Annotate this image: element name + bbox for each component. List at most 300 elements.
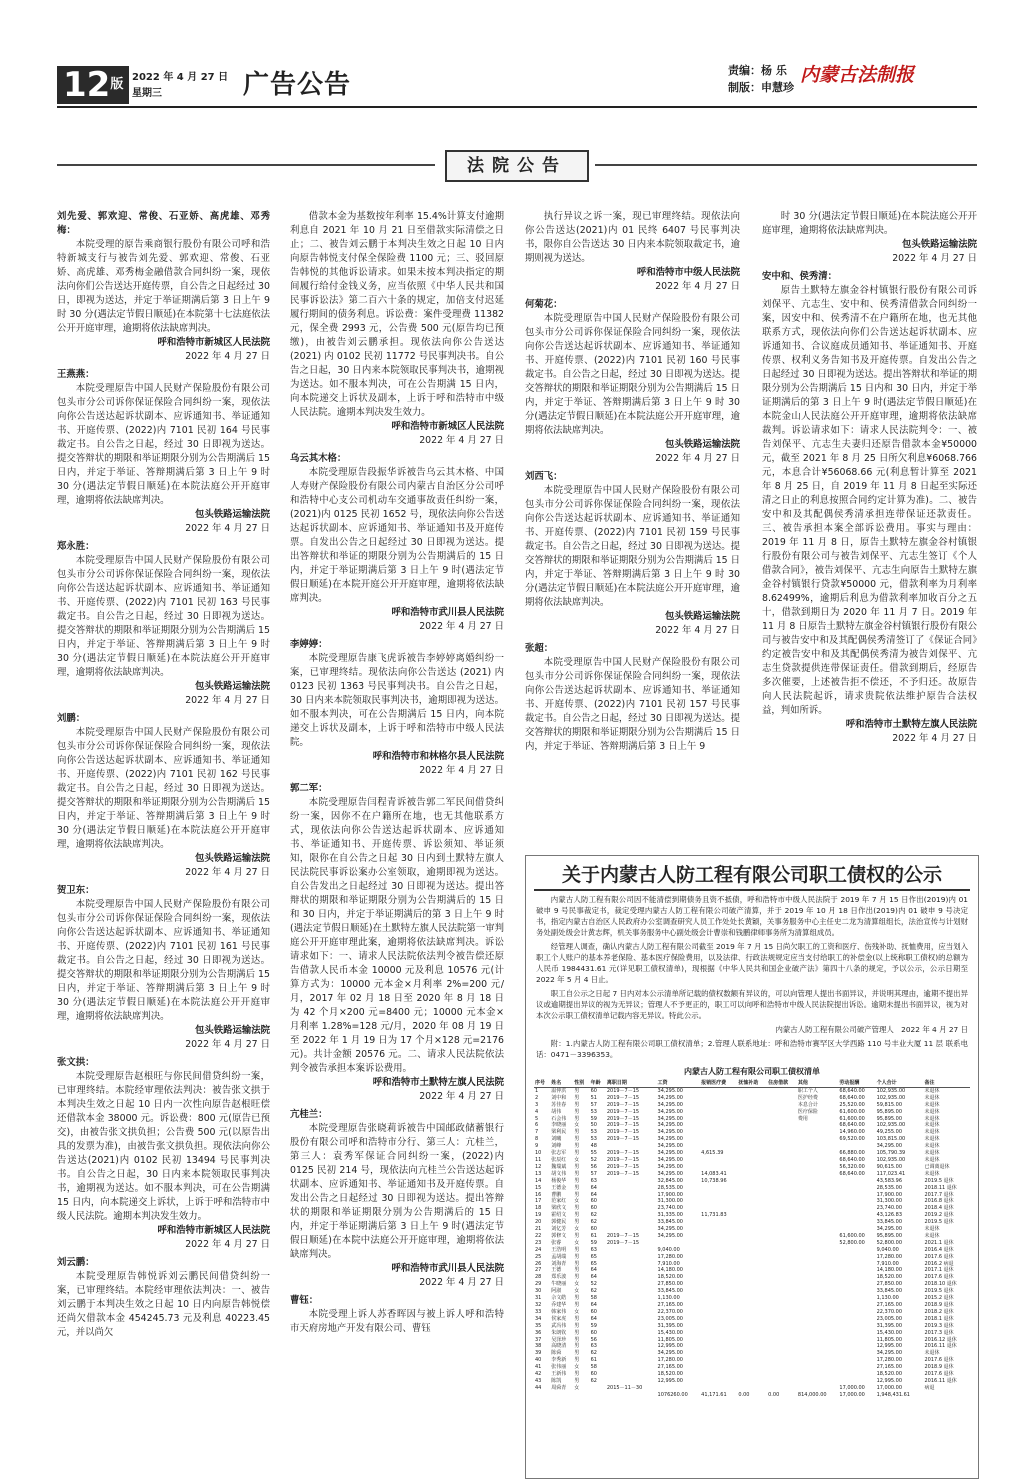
table-cell: 牛晓丽	[551, 1281, 567, 1288]
table-cell	[767, 1178, 797, 1185]
table-cell: 95,895.00	[876, 1232, 903, 1239]
table-cell	[838, 1337, 875, 1344]
notice-body: 时 30 分(遇法定节假日顺延)在本院法庭公开开庭审理，逾期将依法缺席判决。	[762, 211, 977, 236]
notice-body: 本院受理原告康飞虎诉被告李婷婷离婚纠纷一案，已审理终结。现依法向你公告送达 (2021) 内 0123 民初 1363 号民事判决书。自公告之日起，30 日内来本院领取民事判决书，逾期即视为送达。如不服本判决，可在公告期满后 15 日内，向本院递交上诉状及副本，上诉于呼和浩特市中级人民法院。	[290, 653, 504, 748]
table-cell: 男	[574, 1350, 580, 1357]
table-cell: 男	[574, 1094, 580, 1101]
table-cell: 68,640.00	[839, 1170, 865, 1177]
table-cell: 117,023.41	[876, 1170, 906, 1177]
table-cell: 2017.6 退休	[924, 1371, 954, 1378]
table-cell: 15,430.00	[876, 1329, 903, 1336]
table-row	[534, 1102, 970, 1109]
notice-body: 本院受理原告张晓莉诉被告中国邮政储蓄银行股份有限公司呼和浩特市分行、第三人：亢桂兰，第三人：袁秀军保证合同纠纷一案，(2022)内 0125 民初 214 号，现依法向亢桂兰公告送达起诉状副本、应诉通知书、举证通知书及开庭传票。自发出公告之日起经过 30 日即视为送达。提出答辩状的期限和举证期限分别为公告期满后的 15 日内，并定于举证期满后第 3 日上午 9 时(遇法定节假日顺延)在本院中法庭公开开庭审理，逾期将依法缺席判决。	[290, 1123, 504, 1260]
table-cell: 58	[590, 1295, 597, 1302]
table-cell: 62	[590, 1288, 597, 1295]
table-cell: 56	[590, 1336, 597, 1343]
table-cell	[767, 1171, 797, 1178]
table-cell	[838, 1205, 875, 1212]
table-cell: 2019.3 退休	[924, 1322, 954, 1329]
table-cell: 59,815.00	[876, 1101, 903, 1108]
table-cell: 8	[535, 1136, 539, 1143]
notice-addressee: 刘西飞：	[525, 471, 563, 482]
table-row	[534, 1254, 970, 1261]
notice-date: 2022 年 4 月 27 日	[185, 1239, 270, 1250]
table-cell: 23,005.00	[657, 1315, 683, 1322]
table-cell: 41	[535, 1364, 542, 1371]
table-cell: 2017.6 退休	[924, 1357, 954, 1364]
table-cell: 63	[590, 1343, 597, 1350]
table-cell: 27,165.00	[876, 1302, 903, 1308]
table-cell: 霍绍文	[551, 1212, 567, 1219]
table-cell: 68,640.00	[839, 1156, 865, 1163]
table-cell: 2019－7－15	[606, 1122, 640, 1129]
public-notice-para: 经管理人调查，确认内蒙古人防工程有限公司截至 2019 年 7 月 15 日尚欠职工的工资和医疗、伤残补助、抚恤费用，应当划入职工个人账户的基本养老保险、基本医疗保险费用，以及法律、行政法规规定应当支付给职工的补偿金(以上统称职工债权)的总额为人民币 1984431.61 元(详见职工债权清单)，现根据《中华人民共和国企业破产法》第四十八条的规定，予以公示，公示日期至 2022 年 5 月 4 日止。	[536, 942, 968, 984]
table-cell: 10,738.96	[701, 1177, 727, 1184]
table-cell: 2019－7－15	[606, 1170, 640, 1177]
table-cell: 12,995.00	[657, 1343, 683, 1350]
table-cell: 武冯伟	[551, 1322, 567, 1329]
table-cell	[767, 1198, 797, 1205]
table-cell: 26	[535, 1260, 542, 1267]
table-row	[534, 1267, 970, 1274]
table-cell	[737, 1240, 767, 1247]
table-cell: 魏瑞斌	[551, 1163, 567, 1170]
table-cell: 张伟丽	[551, 1364, 567, 1371]
court-notice	[57, 712, 270, 880]
table-cell	[737, 1371, 767, 1378]
table-row	[534, 1122, 970, 1129]
notice-addressee: 贺卫东：	[57, 885, 95, 896]
notice-court: 呼和浩特市土默特左旗人民法院	[372, 1077, 504, 1088]
table-cell	[737, 1302, 767, 1309]
notice-addressee: 亢桂兰：	[290, 1109, 328, 1120]
table-row	[534, 1371, 970, 1378]
table-cell: 53	[590, 1136, 597, 1143]
table-cell: 55	[590, 1150, 597, 1157]
table-row	[534, 1323, 970, 1330]
table-cell	[797, 1198, 838, 1205]
table-cell: 27	[535, 1267, 542, 1274]
table-cell	[606, 1267, 657, 1274]
table-cell	[606, 1247, 657, 1254]
table-cell: 高晓清	[551, 1343, 567, 1350]
table-cell	[700, 1198, 737, 1205]
table-cell: 男	[574, 1329, 580, 1336]
table-cell	[606, 1357, 657, 1364]
table-cell: 刘峰	[551, 1143, 562, 1150]
table-row	[534, 1385, 970, 1392]
table-cell: 2016.11 退休	[924, 1343, 957, 1350]
table-cell: 61	[590, 1232, 597, 1239]
table-cell	[606, 1205, 657, 1212]
table-cell	[737, 1164, 767, 1171]
table-row	[534, 1157, 970, 1164]
table-cell	[700, 1095, 737, 1102]
notice-court: 呼和浩特市中级人民法院	[636, 267, 740, 278]
table-cell	[797, 1288, 838, 1295]
table-cell: 乔建华	[551, 1302, 567, 1308]
table-cell: 2019－7－15	[606, 1115, 640, 1122]
table-cell	[737, 1116, 767, 1123]
table-cell	[838, 1178, 875, 1185]
table-cell	[700, 1378, 737, 1385]
table-cell	[797, 1343, 838, 1350]
table-cell	[737, 1378, 767, 1385]
table-cell: 60	[590, 1198, 597, 1205]
court-notice	[290, 1294, 504, 1336]
table-cell: 40	[535, 1357, 542, 1364]
table-cell: 男	[574, 1191, 580, 1198]
table-cell: 梁欣文	[551, 1205, 567, 1212]
table-cell: 34,295.00	[657, 1350, 683, 1357]
table-cell: 男	[574, 1177, 580, 1184]
table-row	[534, 1192, 970, 1199]
table-cell	[737, 1316, 767, 1323]
table-cell: 男	[574, 1295, 580, 1302]
table-row	[534, 1143, 970, 1150]
table-cell: 男	[574, 1232, 580, 1239]
table-cell	[797, 1337, 838, 1344]
table-cell	[797, 1378, 838, 1385]
table-cell: 未退休	[924, 1226, 940, 1233]
table-cell: 17,900.00	[657, 1191, 683, 1198]
table-cell	[767, 1192, 797, 1199]
date-text: 2022 年 4 月 27 日	[132, 72, 229, 83]
table-cell	[767, 1109, 797, 1116]
table-cell	[737, 1323, 767, 1330]
table-cell	[700, 1261, 737, 1268]
notice-court: 呼和浩特市和林格尔县人民法院	[372, 751, 504, 762]
table-cell	[797, 1364, 838, 1371]
table-cell: 52,800.00	[876, 1239, 903, 1246]
table-cell	[737, 1261, 767, 1268]
table-cell	[700, 1205, 737, 1212]
table-cell	[797, 1136, 838, 1143]
table-cell: 31	[535, 1295, 542, 1302]
table-cell: 60	[590, 1308, 597, 1315]
table-cell: 未退休	[924, 1115, 940, 1122]
table-cell: 侯家虎	[551, 1315, 567, 1322]
table-cell: 11,805.00	[657, 1336, 683, 1343]
table-cell	[737, 1385, 767, 1392]
table-cell: 佘文皓	[551, 1295, 567, 1302]
table-row	[534, 1316, 970, 1323]
table-cell: 14,083.41	[701, 1170, 727, 1177]
notice-date: 2022 年 4 月 27 日	[185, 867, 270, 878]
table-cell	[767, 1122, 797, 1129]
table-header-cell: 备注	[924, 1080, 971, 1087]
table-cell: 未退休	[924, 1101, 940, 1108]
table-cell: 27,850.00	[876, 1281, 903, 1288]
table-cell: 未退休	[924, 1350, 940, 1357]
table-header-cell: 抚恤补助	[737, 1080, 767, 1087]
table-cell	[767, 1385, 797, 1392]
table-cell: 2018.11 退休	[924, 1184, 957, 1191]
table-cell: 职工个人	[797, 1087, 818, 1094]
table-cell	[838, 1143, 875, 1150]
table-cell: 王新伟	[551, 1371, 567, 1378]
table-cell: 13	[535, 1170, 542, 1177]
table-cell	[550, 1392, 573, 1399]
notice-court: 呼和浩特市武川县人民法院	[391, 1263, 504, 1274]
notice-court: 包头铁路运输法院	[194, 509, 270, 520]
table-cell	[767, 1364, 797, 1371]
table-cell	[797, 1164, 838, 1171]
table-cell: 68,640.00	[839, 1087, 865, 1094]
table-cell	[797, 1122, 838, 1129]
table-cell	[767, 1316, 797, 1323]
table-cell	[767, 1129, 797, 1136]
table-cell: 1,130.00	[876, 1295, 899, 1302]
table-cell	[838, 1192, 875, 1199]
table-cell	[737, 1343, 767, 1350]
table-cell: 35	[535, 1322, 542, 1329]
court-notice	[57, 540, 270, 708]
table-row	[534, 1136, 970, 1143]
court-notice	[290, 210, 504, 448]
notice-column-4	[762, 210, 977, 750]
table-cell: 814,000.00	[797, 1391, 827, 1398]
table-cell: 61	[590, 1357, 597, 1364]
table-cell: 男	[574, 1315, 580, 1322]
table-cell: 12,995.00	[876, 1343, 903, 1350]
table-row	[534, 1350, 970, 1357]
table-cell	[606, 1378, 657, 1385]
table-row	[534, 1274, 970, 1281]
table-cell: 2016.11 退休	[924, 1377, 957, 1384]
notice-court: 包头铁路运输法院	[194, 1025, 270, 1036]
notice-body: 本院受理原告中国人民财产保险股份有限公司包头市分公司诉你保证保险合同纠纷一案，现依法向你公告送达起诉状副本、应诉通知书、举证通知书、开庭传票、(2022)内 7101 民初 160 号民事裁定书。自公告之日起，经过 30 日即视为送达。提交答辩状的期限和举证期限分别为公告期满后 15 日内，并定于举证、答辩期满后第 3 日上午 9 时 30 分(遇法定节假日顺延)在本院法庭公开开庭审理，逾期将依法缺席判决。	[525, 313, 740, 436]
notice-court: 呼和浩特市新城区人民法院	[391, 421, 504, 432]
newspaper-logo: 内蒙古法制报	[800, 64, 915, 86]
table-cell: 102,935.00	[876, 1087, 906, 1094]
table-cell: 2019－7－15	[606, 1156, 640, 1163]
table-cell: 17,000.00	[876, 1384, 903, 1391]
table-cell: 未退休	[924, 1122, 940, 1129]
table-cell: 31,395.00	[657, 1322, 683, 1329]
table-cell: 17,900.00	[876, 1191, 903, 1198]
table-cell: 14,180.00	[657, 1267, 683, 1274]
table-cell	[838, 1261, 875, 1268]
notice-addressee: 郑永胜：	[57, 541, 95, 552]
table-cell: 49,255.00	[876, 1129, 903, 1136]
table-cell: 29	[535, 1281, 542, 1288]
table-cell	[838, 1343, 875, 1350]
table-row	[534, 1302, 970, 1309]
table-cell: 男	[574, 1219, 580, 1226]
table-cell	[797, 1274, 838, 1281]
table-cell: 男	[574, 1302, 580, 1308]
table-row	[534, 1212, 970, 1219]
table-cell	[797, 1267, 838, 1274]
table-cell	[737, 1357, 767, 1364]
table-header-cell: 报销医疗费	[700, 1080, 737, 1087]
table-cell	[737, 1350, 767, 1357]
table-cell: 63	[590, 1177, 597, 1184]
table-cell: 34,295.00	[657, 1232, 683, 1239]
table-cell	[737, 1095, 767, 1102]
table-cell	[700, 1288, 737, 1295]
table-cell: 2017.1 退休	[924, 1267, 954, 1274]
table-cell: 62	[590, 1377, 597, 1384]
table-cell	[700, 1102, 737, 1109]
table-cell: 2016.2 病退	[924, 1260, 954, 1267]
notice-body: 本院受理上诉人苏香晖因与被上诉人呼和浩特市天府房地产开发有限公司、曹钰	[290, 1309, 504, 1334]
table-cell: 15,430.00	[657, 1329, 683, 1336]
table-cell	[737, 1157, 767, 1164]
table-cell: 张志军	[551, 1150, 567, 1157]
table-cell: 59	[590, 1115, 597, 1122]
table-cell: 27,165.00	[876, 1364, 903, 1371]
table-cell: 2018.1 退休	[924, 1315, 954, 1322]
table-cell	[606, 1254, 657, 1261]
table-cell: 66,880.00	[839, 1150, 865, 1157]
table-cell	[534, 1392, 550, 1399]
table-cell	[797, 1233, 838, 1240]
table-header-cell: 工资	[657, 1080, 701, 1087]
table-cell: 17,000.00	[839, 1391, 865, 1398]
table-cell: 14,180.00	[876, 1267, 903, 1274]
notice-date: 2022 年 4 月 27 日	[419, 1091, 504, 1102]
table-cell	[737, 1122, 767, 1129]
notice-addressee: 张文拱：	[57, 1057, 95, 1068]
table-cell: 2019－7－15	[606, 1163, 640, 1170]
table-cell	[606, 1281, 657, 1288]
table-cell: 95,895.00	[876, 1108, 903, 1115]
table-cell	[797, 1192, 838, 1199]
table-cell: 2018.9 退休	[924, 1364, 954, 1371]
table-cell	[606, 1337, 657, 1344]
court-notice	[525, 298, 740, 466]
notice-body: 原告土默特左旗金谷村镇银行股份有限公司诉刘保平、亢志生、安中和、侯秀清借款合同纠纷一案，因安中和、侯秀清不在户籍所在地，也无其他联系方式，现依法向你们公告送达起诉状副本、应诉通知书、合议庭成员通知书、举证通知书、开庭传票、权利义务告知书及开庭传票。自发出公告之日起经过 30 日即视为送达。提出答辩状和举证的期限分别为公告期满后 15 日内和 30 日内，并定于举证期满后的第 3 日上午 9 时(遇法定节假日顺延)在本院金山人民法庭公开开庭审理，逾期将依法缺席裁判。诉讼请求如下：请求人民法院判令：一、被告刘保平、亢志生夫妻归还原告借款本金¥50000 元，截至 2021 年 8 月 25 日所欠利息¥6068.766 元，本息合计¥56068.66 元(利息暂计算至 2021 年 8 月 25 日，自 2019 年 11 月 8 日起至实际还清之日止的利息按照合同约定计算为准)。二、被告安中和及其配偶侯秀清承担连带保证还款责任。三、被告承担本案全部诉讼费用。事实与理由：2019 年 11 月 8 日，原告土默特左旗金谷村镇银行股份有限公司与被告刘保平、亢志生签订《个人借款合同》，被告刘保平、亢志生向原告土默特左旗金谷村镇银行贷款¥50000 元，借款利率为月利率 8.62499%，逾期后利息为借款利率加收百分之五十，借款到期日为 2020 年 11 月 7 日。2019 年 11 月 8 日原告土默特左旗金谷村镇银行股份有限公司与被告安中和及其配偶侯秀清签订了《保证合同》约定被告安中和及其配偶侯秀清为被告刘保平、亢志生贷款提供连带保证责任。借款到期后，经原告多次催要，上述被告拒不偿还，不予归还。故原告向人民法院起诉，请求贵院依法维护原告合法权益，判如所诉。	[762, 285, 977, 716]
table-cell	[737, 1295, 767, 1302]
table-cell	[767, 1240, 797, 1247]
table-cell: 2016.12 退休	[924, 1336, 957, 1343]
table-cell	[797, 1247, 838, 1254]
table-cell	[700, 1337, 737, 1344]
table-cell	[606, 1212, 657, 1219]
table-cell: 34,295.00	[657, 1101, 683, 1108]
table-cell: 男	[574, 1101, 580, 1108]
notice-date: 2022 年 4 月 27 日	[419, 1277, 504, 1288]
table-cell	[797, 1129, 838, 1136]
table-cell	[737, 1267, 767, 1274]
table-cell	[797, 1323, 838, 1330]
table-cell	[767, 1288, 797, 1295]
table-cell: 男	[574, 1143, 580, 1150]
table-cell: 34,295.00	[657, 1108, 683, 1115]
table-cell: 64	[590, 1315, 597, 1322]
table-cell: 33	[535, 1308, 542, 1315]
table-cell: 22	[535, 1232, 542, 1239]
table-cell: 2015.2 退休	[924, 1295, 954, 1302]
table-cell	[838, 1226, 875, 1233]
table-cell: 2019－7－15	[606, 1094, 640, 1101]
table-cell: 2019.5 退休	[924, 1177, 954, 1184]
notice-addressee: 李婷婷：	[290, 639, 328, 650]
table-row	[534, 1178, 970, 1185]
table-cell: 48	[590, 1143, 597, 1150]
table-cell: 医护经费	[797, 1094, 818, 1101]
table-cell: 34,295.00	[657, 1094, 683, 1101]
table-cell: 34,295.00	[657, 1143, 683, 1150]
table-cell: 34,295.00	[876, 1226, 903, 1233]
public-notice-title: 关于内蒙古人防工程有限公司职工债权的公示	[561, 864, 942, 886]
table-cell: 2019－7－15	[606, 1108, 640, 1115]
table-cell	[797, 1240, 838, 1247]
table-cell	[797, 1357, 838, 1364]
notice-court: 包头铁路运输法院	[664, 439, 740, 450]
table-cell	[838, 1185, 875, 1192]
weekday-text: 星期三	[132, 88, 162, 99]
table-cell	[797, 1350, 838, 1357]
table-cell: 女	[574, 1281, 580, 1288]
table-cell: 69,520.00	[839, 1136, 865, 1143]
table-header-cell: 劳动报酬	[838, 1080, 875, 1087]
table-cell	[737, 1254, 767, 1261]
table-cell	[767, 1295, 797, 1302]
table-cell: 27,165.00	[657, 1364, 683, 1371]
table-cell	[606, 1219, 657, 1226]
notice-date: 2022 年 4 月 27 日	[655, 625, 740, 636]
table-cell: 18,520.00	[657, 1371, 683, 1378]
table-cell: 7,910.00	[657, 1260, 680, 1267]
table-cell: 60	[590, 1226, 597, 1233]
table-cell	[838, 1302, 875, 1309]
notice-date: 2022 年 4 月 27 日	[185, 1039, 270, 1050]
notice-addressee: 刘鹏：	[57, 713, 86, 724]
table-cell: 9,040.00	[876, 1246, 899, 1253]
table-cell: 1,130.00	[657, 1295, 680, 1302]
notice-date: 2022 年 4 月 27 日	[419, 765, 504, 776]
table-cell: 男	[574, 1184, 580, 1191]
table-cell: 男	[574, 1163, 580, 1170]
producer-name: 制版：申慧珍	[728, 81, 794, 94]
table-cell: 24	[535, 1246, 542, 1253]
table-row	[534, 1164, 970, 1171]
table-cell	[737, 1205, 767, 1212]
table-cell	[737, 1337, 767, 1344]
table-cell: 43	[535, 1377, 542, 1384]
table-cell	[590, 1385, 606, 1392]
table-cell	[838, 1198, 875, 1205]
table-cell: 阿淑	[551, 1288, 562, 1295]
notice-body: 本院受理原告中国人民财产保险股份有限公司包头市分公司诉你保证保险合同纠纷一案，现依法向你公告送达起诉状副本、应诉通知书、举证通知书、开庭传票、(2022)内 7101 民初 159 号民事裁定书。自公告之日起，经过 30 日即视为送达。提交答辩状的期限和举证期限分别为公告期满后 15 日内，并定于举证、答辩期满后第 3 日上午 9 时 30 分(遇法定节假日顺延)在本院法庭公开开庭审理，逾期将依法缺席判决。	[525, 485, 740, 608]
notice-court: 包头铁路运输法院	[901, 239, 977, 250]
table-cell: 男	[574, 1377, 580, 1384]
table-cell: 2019－7－15	[606, 1150, 640, 1157]
table-cell	[767, 1205, 797, 1212]
table-cell: 未退休	[924, 1136, 940, 1143]
table-cell	[657, 1385, 701, 1392]
table-cell: 2019－7－15	[606, 1129, 640, 1136]
table-cell: 34,295.00	[657, 1226, 683, 1233]
table-cell: 64	[590, 1184, 597, 1191]
table-cell	[838, 1219, 875, 1226]
table-row	[534, 1233, 970, 1240]
table-row	[534, 1109, 970, 1116]
table-cell: 12	[535, 1163, 542, 1170]
table-cell: 2019－7－15	[606, 1232, 640, 1239]
court-notice	[762, 210, 977, 266]
table-cell: 0.00	[738, 1391, 750, 1398]
table-cell	[700, 1122, 737, 1129]
table-cell: 23,740.00	[657, 1205, 683, 1212]
table-cell: 2018.4 退休	[924, 1205, 954, 1212]
table-cell: 0.00	[768, 1391, 780, 1398]
table-header-row	[534, 1080, 970, 1087]
table-cell	[700, 1281, 737, 1288]
